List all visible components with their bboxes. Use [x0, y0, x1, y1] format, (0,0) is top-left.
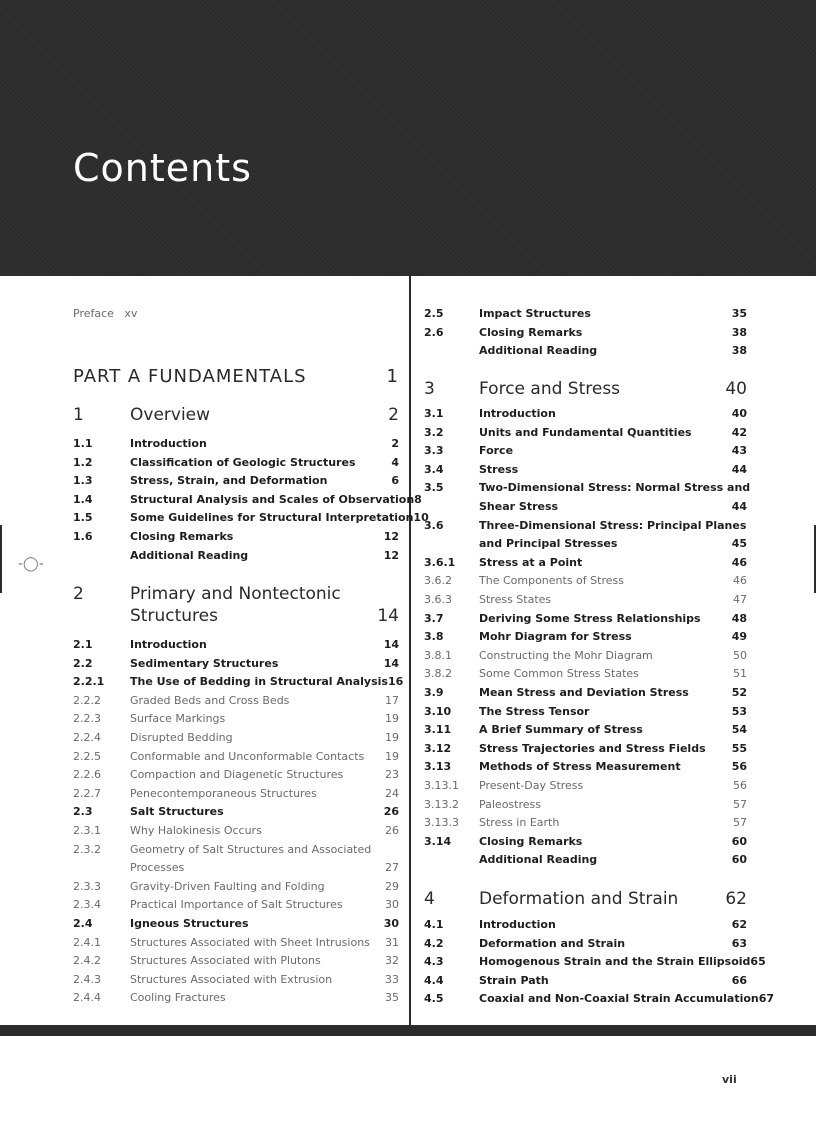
chapter-2-heading-cont[interactable]: Structures 14	[130, 606, 399, 626]
entry-page: 52	[731, 686, 747, 699]
entry-number: 3.11	[424, 723, 452, 737]
entry-title: Sedimentary Structures	[130, 656, 279, 670]
toc-entry[interactable]	[424, 572, 747, 590]
entry-title: Mohr Diagram for Stress	[479, 630, 632, 644]
entry-page: 54	[731, 723, 747, 737]
toc-entry[interactable]	[424, 342, 747, 360]
toc-entry[interactable]	[424, 972, 747, 990]
entry-page: 10	[413, 511, 429, 525]
entry-number: 1.4	[73, 492, 93, 506]
entry-number: 2.2.6	[73, 768, 101, 782]
toc-entry[interactable]	[424, 442, 747, 460]
toc-entry[interactable]	[424, 424, 747, 442]
entry-number: 4.2	[424, 936, 444, 950]
entry-number: 3.2	[424, 425, 444, 439]
toc-entry[interactable]	[424, 777, 747, 795]
entry-title: Two-Dimensional Stress: Normal Stress and	[479, 481, 751, 495]
toc-entry[interactable]	[424, 814, 747, 832]
entry-title: Structures Associated with Sheet Intrusions	[130, 935, 370, 949]
entry-number: 2.2.3	[73, 712, 101, 726]
toc-entry[interactable]	[424, 305, 747, 323]
entry-title: Practical Importance of Salt Structures	[130, 898, 343, 912]
column-divider	[409, 276, 411, 1025]
entry-number: 4.4	[424, 973, 444, 987]
entry-page: 4	[391, 455, 399, 469]
entry-number: 2.5	[424, 307, 444, 320]
entry-number: 3.4	[424, 462, 444, 476]
toc-entry[interactable]	[73, 785, 399, 803]
entry-page: 30	[383, 917, 399, 930]
entry-page: 47	[733, 593, 747, 606]
entry-title: Structures Associated with Plutons	[130, 954, 321, 968]
entry-title: Compaction and Diagenetic Structures	[130, 768, 344, 782]
entry-number: 2.4.3	[73, 972, 101, 986]
entry-number: 3.6.1	[424, 555, 456, 569]
entry-page: 57	[733, 816, 747, 830]
entry-title: Units and Fundamental Quantities	[479, 425, 692, 439]
entry-number: 3.13.3	[424, 816, 459, 830]
entry-number: 3.10	[424, 704, 452, 718]
entry-number: 2.1	[73, 638, 93, 651]
entry-title: Classification of Geologic Structures	[130, 455, 356, 469]
entry-page: 65	[750, 955, 766, 969]
toc-entry[interactable]	[424, 740, 747, 758]
entry-page: 35	[731, 307, 747, 320]
entry-number: 2.3	[73, 805, 93, 819]
entry-title: Penecontemporaneous Structures	[130, 786, 317, 800]
entry-number: 2.2.1	[73, 675, 105, 689]
entry-title: Stress States	[479, 593, 552, 606]
entry-page: 50	[733, 648, 747, 662]
entry-number: 3.8.1	[424, 648, 452, 662]
toc-entry[interactable]	[424, 324, 747, 342]
entry-page: 30	[385, 898, 399, 912]
toc-entry[interactable]	[424, 684, 747, 702]
entry-number: 1.5	[73, 511, 93, 525]
entry-page: 14	[383, 638, 399, 651]
toc-entry[interactable]	[424, 990, 775, 1008]
entry-number: 3.1	[424, 407, 444, 420]
chapter-3-heading[interactable]: 3 Force and Stress 40	[424, 379, 747, 399]
entry-number: 2.2.4	[73, 731, 101, 744]
entry-number: 3.8	[424, 630, 444, 644]
entry-page: 57	[733, 797, 747, 811]
toc-entry[interactable]	[73, 989, 399, 1007]
entry-number: 2.4.4	[73, 991, 101, 1005]
entry-title: Closing Remarks	[479, 325, 583, 339]
entry-title: and Principal Stresses	[479, 537, 618, 551]
entry-title: Mean Stress and Deviation Stress	[479, 686, 689, 699]
chapter-2-heading[interactable]: 2 Primary and Nontectonic	[73, 584, 341, 604]
entry-title: Paleostress	[479, 797, 541, 811]
entry-page: 8	[414, 492, 422, 506]
entry-title: Introduction	[130, 437, 207, 450]
entry-title: Conformable and Unconformable Contacts	[130, 749, 365, 763]
footer-band	[0, 1025, 816, 1036]
entry-number: 2.2.5	[73, 749, 101, 763]
entry-title: Force	[479, 444, 514, 458]
toc-entry[interactable]	[73, 655, 399, 673]
entry-page: 16	[387, 675, 404, 689]
entry-page: 46	[731, 555, 747, 569]
entry-number: 3.5	[424, 481, 444, 495]
entry-page: 19	[385, 731, 399, 744]
entry-page: 17	[385, 693, 399, 707]
entry-page: 2	[391, 437, 399, 450]
toc-entry[interactable]	[73, 509, 429, 527]
entry-title: Homogenous Strain and the Strain Ellipsoid	[479, 955, 751, 969]
entry-title: Gravity-Driven Faulting and Folding	[130, 879, 325, 893]
toc-entry[interactable]	[73, 896, 399, 914]
entry-page: 66	[731, 973, 747, 987]
contents-header-band	[0, 0, 816, 276]
toc-entry[interactable]	[424, 935, 747, 953]
entry-number: 2.4.2	[73, 954, 101, 968]
entry-title: Deformation and Strain	[479, 936, 626, 950]
entry-title: Stress in Earth	[479, 816, 560, 830]
toc-entry[interactable]	[73, 435, 399, 453]
chapter-1-heading[interactable]: 1 Overview 2	[73, 405, 399, 425]
toc-entry[interactable]	[73, 472, 399, 490]
entry-title: Strain Path	[479, 973, 549, 987]
entry-number: 3.13.2	[424, 797, 459, 811]
entry-number: 2.6	[424, 325, 444, 339]
toc-entry[interactable]	[73, 729, 399, 747]
entry-title: Why Halokinesis Occurs	[130, 824, 262, 837]
entry-title: Introduction	[479, 407, 556, 420]
entry-page: 31	[385, 935, 399, 949]
entry-page: 6	[391, 474, 399, 488]
toc-entry[interactable]	[73, 528, 399, 546]
entry-page: 40	[731, 407, 747, 420]
entry-page: 32	[385, 954, 399, 968]
toc-entry[interactable]	[424, 796, 747, 814]
toc-entry[interactable]	[424, 610, 747, 628]
entry-title: Impact Structures	[479, 307, 591, 320]
entry-page: 42	[731, 425, 747, 439]
entry-page: 48	[731, 611, 747, 625]
entry-title: A Brief Summary of Stress	[479, 723, 643, 737]
entry-page: 44	[731, 462, 747, 476]
registration-mark-icon: -◯-	[18, 556, 44, 572]
entry-title: Present-Day Stress	[479, 779, 584, 792]
entry-title: Graded Beds and Cross Beds	[130, 693, 290, 707]
entry-page: 60	[731, 834, 747, 848]
toc-entry[interactable]	[424, 833, 747, 851]
toc-entry[interactable]	[424, 721, 747, 739]
toc-entry[interactable]	[73, 822, 399, 840]
entry-page: 12	[383, 530, 399, 543]
entry-title: Igneous Structures	[130, 917, 249, 930]
entry-title: Salt Structures	[130, 805, 224, 819]
entry-title: Structures Associated with Extrusion	[130, 972, 333, 986]
toc-entry[interactable]	[424, 554, 747, 572]
entry-title: Deriving Some Stress Relationships	[479, 611, 701, 625]
toc-entry[interactable]	[73, 547, 399, 565]
entry-page: 53	[731, 704, 747, 718]
entry-title: Methods of Stress Measurement	[479, 760, 681, 774]
preface-entry[interactable]: Preface xv	[73, 307, 138, 320]
entry-title: Closing Remarks	[130, 530, 234, 543]
entry-page: 67	[758, 992, 775, 1006]
entry-title: Some Guidelines for Structural Interpretation	[130, 511, 414, 525]
entry-number: 3.14	[424, 834, 452, 848]
toc-entry[interactable]	[424, 758, 747, 776]
toc-entry[interactable]	[424, 953, 766, 971]
entry-title: Some Common Stress States	[479, 667, 639, 681]
toc-entry[interactable]	[424, 591, 747, 609]
entry-title: Additional Reading	[479, 344, 598, 358]
entry-title: Introduction	[130, 638, 207, 651]
entry-page: 45	[731, 537, 747, 551]
entry-title: Additional Reading	[130, 548, 249, 562]
entry-number: 3.6	[424, 518, 444, 532]
entry-page: 19	[385, 712, 399, 726]
entry-number: 4.3	[424, 955, 444, 969]
entry-page: 27	[385, 861, 399, 875]
entry-number: 4.5	[424, 992, 444, 1006]
entry-title: Stress at a Point	[479, 555, 583, 569]
entry-title: Stress	[479, 462, 519, 476]
entry-page: 26	[383, 805, 399, 819]
toc-entry[interactable]	[73, 841, 399, 859]
toc-entry[interactable]	[424, 498, 747, 516]
entry-number: 3.7	[424, 611, 444, 625]
entry-number: 3.9	[424, 686, 444, 699]
entry-page: 29	[385, 879, 399, 893]
toc-entry[interactable]	[73, 491, 422, 509]
entry-number: 2.4	[73, 917, 93, 930]
toc-entry[interactable]	[73, 971, 399, 989]
entry-title: Shear Stress	[479, 500, 559, 513]
entry-page: 62	[731, 918, 747, 931]
page-title: Contents	[73, 146, 252, 190]
entry-page: 19	[385, 749, 399, 763]
entry-number: 3.3	[424, 444, 444, 458]
entry-number: 3.13.1	[424, 779, 459, 792]
entry-page: 63	[731, 936, 747, 950]
toc-entry[interactable]	[424, 479, 751, 497]
toc-entry[interactable]	[73, 673, 404, 691]
entry-page: 12	[383, 548, 399, 562]
toc-entry[interactable]	[73, 934, 399, 952]
entry-page: 46	[733, 574, 747, 588]
entry-title: The Stress Tensor	[479, 704, 590, 718]
toc-entry[interactable]	[424, 628, 747, 646]
entry-title: Coaxial and Non-Coaxial Strain Accumulation	[479, 992, 759, 1006]
toc-entry[interactable]	[73, 636, 399, 654]
entry-page: 51	[733, 667, 747, 681]
entry-page: 38	[731, 325, 747, 339]
toc-entry[interactable]	[424, 851, 747, 869]
left-edge-mark	[0, 525, 2, 593]
entry-page: 60	[731, 853, 747, 867]
toc-entry[interactable]	[424, 535, 747, 553]
toc-entry[interactable]	[424, 405, 747, 423]
entry-title: The Components of Stress	[479, 574, 624, 588]
entry-page: 24	[385, 786, 399, 800]
entry-number: 2.3.2	[73, 842, 101, 856]
toc-entry[interactable]	[73, 766, 399, 784]
entry-title: Three-Dimensional Stress: Principal Planes	[479, 518, 747, 532]
entry-page: 56	[731, 760, 747, 774]
entry-number: 3.8.2	[424, 667, 452, 681]
toc-entry[interactable]	[73, 915, 399, 933]
entry-page: 49	[731, 630, 747, 644]
entry-number: 3.12	[424, 741, 452, 755]
toc-entry[interactable]	[73, 748, 399, 766]
entry-number: 1.1	[73, 437, 93, 450]
toc-entry[interactable]	[73, 454, 399, 472]
toc-entry[interactable]	[73, 692, 399, 710]
entry-title: Closing Remarks	[479, 834, 583, 848]
entry-title: Processes	[130, 861, 185, 875]
toc-entry[interactable]	[73, 952, 399, 970]
entry-page: 35	[385, 991, 399, 1005]
toc-entry[interactable]	[73, 878, 399, 896]
entry-number: 2.3.4	[73, 898, 101, 912]
entry-title: The Use of Bedding in Structural Analysis	[130, 675, 388, 689]
entry-number: 2.2.7	[73, 786, 101, 800]
entry-title: Surface Markings	[130, 712, 226, 726]
toc-entry[interactable]	[73, 803, 399, 821]
page-number: vii	[722, 1073, 737, 1086]
entry-number: 1.6	[73, 530, 93, 543]
entry-page: 44	[731, 500, 747, 513]
entry-number: 2.2.2	[73, 693, 101, 707]
entry-title: Stress, Strain, and Deformation	[130, 474, 328, 488]
toc-entry[interactable]	[424, 647, 747, 665]
entry-number: 3.6.3	[424, 593, 452, 606]
entry-page: 38	[731, 344, 747, 358]
entry-page: 43	[731, 444, 747, 458]
toc-entry[interactable]	[424, 703, 747, 721]
entry-title: Constructing the Mohr Diagram	[479, 648, 653, 662]
entry-number: 4.1	[424, 918, 444, 931]
entry-title: Cooling Fractures	[130, 991, 226, 1005]
entry-page: 33	[385, 972, 399, 986]
chapter-4-heading[interactable]: 4 Deformation and Strain 62	[424, 889, 747, 909]
toc-entry[interactable]	[424, 517, 747, 535]
entry-number: 2.3.1	[73, 824, 101, 837]
entry-page: 26	[385, 824, 399, 837]
entry-number: 2.2	[73, 656, 93, 670]
toc-entry[interactable]	[424, 916, 747, 934]
entry-page: 23	[385, 768, 399, 782]
entry-page: 56	[733, 779, 747, 792]
toc-entry[interactable]	[424, 461, 747, 479]
entry-number: 3.6.2	[424, 574, 452, 588]
toc-entry[interactable]	[424, 665, 747, 683]
entry-title: Stress Trajectories and Stress Fields	[479, 741, 706, 755]
entry-number: 2.3.3	[73, 879, 101, 893]
entry-title: Disrupted Bedding	[130, 731, 233, 744]
entry-title: Introduction	[479, 918, 556, 931]
entry-number: 1.3	[73, 474, 93, 488]
entry-page: 14	[383, 656, 399, 670]
entry-title: Additional Reading	[479, 853, 598, 867]
entry-number: 1.2	[73, 455, 93, 469]
entry-page: 55	[731, 741, 747, 755]
entry-number: 2.4.1	[73, 935, 101, 949]
toc-entry[interactable]	[73, 859, 399, 877]
entry-title: Structural Analysis and Scales of Observation	[130, 492, 415, 506]
entry-title: Geometry of Salt Structures and Associated	[130, 842, 372, 856]
part-a-heading[interactable]: PART A FUNDAMENTALS 1	[73, 366, 399, 387]
entry-number: 3.13	[424, 760, 452, 774]
toc-entry[interactable]	[73, 710, 399, 728]
